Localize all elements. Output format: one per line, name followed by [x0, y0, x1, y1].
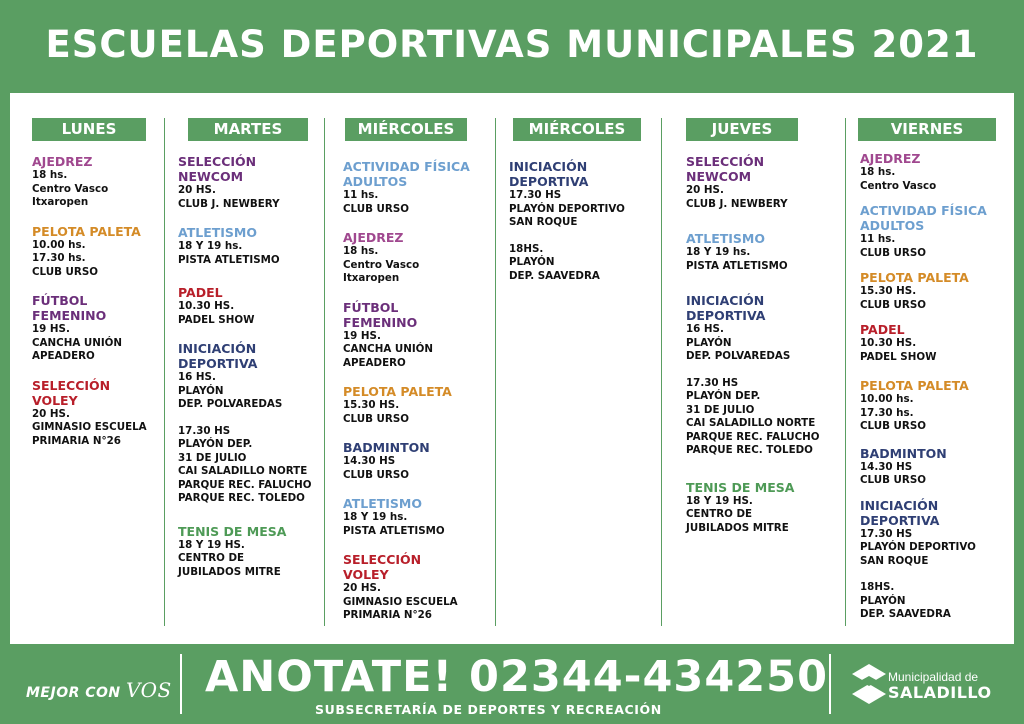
saladillo-logo-icon	[852, 664, 886, 704]
activity	[343, 552, 493, 623]
activity	[686, 293, 842, 458]
activity	[686, 231, 842, 273]
activity-details: 17.30 HS PLAYÓN DEPORTIVO SAN ROQUE	[509, 189, 625, 228]
activity-details: 18HS. PLAYÓN DEP. SAAVEDRA	[860, 581, 951, 620]
footer-subtitle: SUBSECRETARÍA DE DEPORTES Y RECREACIÓN	[315, 702, 662, 717]
activity-title: PELOTA PALETA	[32, 223, 141, 239]
activity-details: 15.30 HS. CLUB URSO	[343, 399, 410, 425]
day-column-miercoles-2	[509, 118, 659, 297]
activity-title: ACTIVIDAD FÍSICA ADULTOS	[343, 159, 470, 189]
activity-title: BADMINTON	[343, 440, 430, 455]
activity	[686, 154, 842, 211]
activity	[32, 293, 160, 364]
municipality-logo	[852, 664, 992, 709]
activity-details: 16 HS. PLAYÓN DEP. POLVAREDAS	[686, 323, 791, 362]
activity-title: AJEDREZ	[343, 230, 404, 245]
activity	[178, 154, 324, 211]
panel-top-line	[10, 90, 1014, 93]
footer	[0, 644, 1024, 724]
activity	[343, 384, 493, 426]
activity-title: PELOTA PALETA	[343, 384, 452, 399]
footer-divider	[829, 654, 831, 714]
activity	[860, 446, 1010, 488]
activity	[686, 480, 842, 536]
day-column-lunes	[32, 118, 160, 462]
activity-title: PADEL	[178, 285, 223, 300]
activity-title: ATLETISMO	[178, 225, 257, 240]
activity-details: 11 hs. CLUB URSO	[343, 189, 410, 215]
activity-title: SELECCIÓN VOLEY	[32, 377, 111, 408]
activity	[343, 300, 493, 371]
activity-details: 18 Y 19 hs. PISTA ATLETISMO	[686, 246, 788, 272]
activity-details: 20 HS. CLUB J. NEWBERY	[178, 184, 280, 210]
header	[0, 0, 1024, 88]
logo-line1: Municipalidad de	[888, 670, 979, 684]
day-column-viernes	[860, 118, 1010, 636]
activity	[178, 285, 324, 327]
activity-details: 14.30 HS CLUB URSO	[860, 460, 927, 486]
activity-title: SELECCIÓN VOLEY	[343, 552, 422, 582]
slogan-text: MEJOR CON	[26, 685, 127, 701]
day-header: MARTES	[188, 118, 308, 141]
activity	[343, 230, 493, 286]
activity	[860, 378, 1010, 434]
day-header: MIÉRCOLES	[345, 118, 467, 141]
activity	[343, 440, 493, 482]
activity	[32, 224, 160, 280]
activity	[860, 151, 1010, 193]
activity	[343, 159, 493, 216]
activity-details: 15.30 HS. CLUB URSO	[860, 285, 927, 311]
activity-details: 18 Y 19 hs. PISTA ATLETISMO	[343, 511, 445, 537]
activity-details: 18 hs. Centro Vasco	[860, 166, 937, 192]
footer-divider	[180, 654, 182, 714]
activity	[178, 524, 324, 580]
day-header: VIERNES	[858, 118, 996, 141]
activity-details: 10.00 hs. 17.30 hs. CLUB URSO	[860, 393, 927, 432]
activity-details: 16 HS. PLAYÓN DEP. POLVAREDAS	[178, 371, 283, 410]
page-title: ESCUELAS DEPORTIVAS MUNICIPALES 2021	[45, 22, 979, 66]
activity-details: 14.30 HS CLUB URSO	[343, 455, 410, 481]
activity	[860, 322, 1010, 364]
activity	[32, 378, 160, 449]
signup-phone: ANOTATE! 02344-434250	[205, 652, 828, 702]
activity-title: ATLETISMO	[686, 231, 765, 246]
activity-title: AJEDREZ	[32, 154, 93, 169]
activity-details: 10.00 hs. 17.30 hs. CLUB URSO	[32, 238, 99, 278]
activity-details: 19 HS. CANCHA UNIÓN APEADERO	[343, 329, 434, 369]
activity-details: 20 HS. CLUB J. NEWBERY	[686, 184, 788, 210]
activity	[860, 498, 1010, 622]
schedule-panel	[10, 90, 1014, 644]
activity-title: INICIACIÓN DEPORTIVA	[509, 159, 589, 189]
day-column-jueves	[686, 118, 842, 549]
activity-details: 10.30 HS. PADEL SHOW	[178, 300, 255, 326]
activity-details: 18 Y 19 hs. PISTA ATLETISMO	[178, 240, 280, 266]
activity-title: FÚTBOL FEMENINO	[32, 293, 107, 323]
activity-details: 19 HS. CANCHA UNIÓN APEADERO	[32, 323, 123, 362]
activity-title: INICIACIÓN DEPORTIVA	[686, 293, 766, 323]
activity-title: PADEL	[860, 322, 905, 337]
activity-details: 11 hs. CLUB URSO	[860, 233, 927, 259]
activity-title: INICIACIÓN DEPORTIVA	[178, 341, 258, 371]
column-divider	[324, 118, 325, 626]
column-divider	[495, 118, 496, 626]
activity	[343, 496, 493, 538]
activity-title: SELECCIÓN NEWCOM	[178, 154, 257, 184]
activity-title: PELOTA PALETA	[860, 378, 969, 393]
activity-details: 17.30 HS PLAYÓN DEPORTIVO SAN ROQUE	[860, 527, 976, 567]
column-divider	[845, 118, 846, 626]
day-header: JUEVES	[686, 118, 798, 141]
activity-title: SELECCIÓN NEWCOM	[686, 154, 765, 184]
activity	[860, 270, 1010, 312]
activity-details: 18 Y 19 HS. CENTRO DE JUBILADOS MITRE	[178, 538, 281, 578]
activity	[178, 225, 324, 267]
activity-title: FÚTBOL FEMENINO	[343, 299, 418, 330]
activity	[509, 159, 659, 283]
column-divider	[164, 118, 165, 626]
activity-title: BADMINTON	[860, 445, 947, 461]
day-column-martes	[178, 118, 324, 593]
slogan-vos: VOS	[126, 678, 172, 702]
activity-title: AJEDREZ	[860, 151, 921, 166]
activity-details: 17.30 HS PLAYÓN DEP. 31 DE JULIO CAI SALADILLO NORTE PARQUE REC. FALUCHO PARQUE REC. TOLEDO	[686, 376, 820, 456]
activity-title: ATLETISMO	[343, 496, 422, 511]
activity	[178, 341, 324, 506]
activity	[32, 154, 160, 210]
activity-details: 20 HS. GIMNASIO ESCUELA PRIMARIA N°26	[32, 407, 147, 447]
activity-title: TENIS DE MESA	[686, 479, 795, 495]
logo-line2: SALADILLO	[888, 683, 992, 702]
activity-details: 18 hs. Centro Vasco Itxaropen	[343, 245, 420, 284]
activity-title: TENIS DE MESA	[178, 523, 287, 539]
activity-title: ACTIVIDAD FÍSICA ADULTOS	[860, 203, 987, 233]
activity	[860, 203, 1010, 260]
column-divider	[661, 118, 662, 626]
activity-details: 10.30 HS. PADEL SHOW	[860, 337, 937, 363]
activity-title: INICIACIÓN DEPORTIVA	[860, 497, 940, 528]
activity-details: 17.30 HS PLAYÓN DEP. 31 DE JULIO CAI SALADILLO NORTE PARQUE REC. FALUCHO PARQUE REC. TOLEDO	[178, 424, 312, 504]
slogan	[26, 678, 172, 702]
activity-details: 18 Y 19 HS. CENTRO DE JUBILADOS MITRE	[686, 494, 789, 534]
activity-details: 18HS. PLAYÓN DEP. SAAVEDRA	[509, 242, 600, 282]
day-header: MIÉRCOLES	[513, 118, 641, 141]
activity-details: 18 hs. Centro Vasco Itxaropen	[32, 169, 109, 208]
activity-details: 20 HS. GIMNASIO ESCUELA PRIMARIA N°26	[343, 582, 458, 621]
day-column-miercoles	[343, 118, 493, 637]
day-header: LUNES	[32, 118, 146, 141]
activity-title: PELOTA PALETA	[860, 270, 969, 285]
